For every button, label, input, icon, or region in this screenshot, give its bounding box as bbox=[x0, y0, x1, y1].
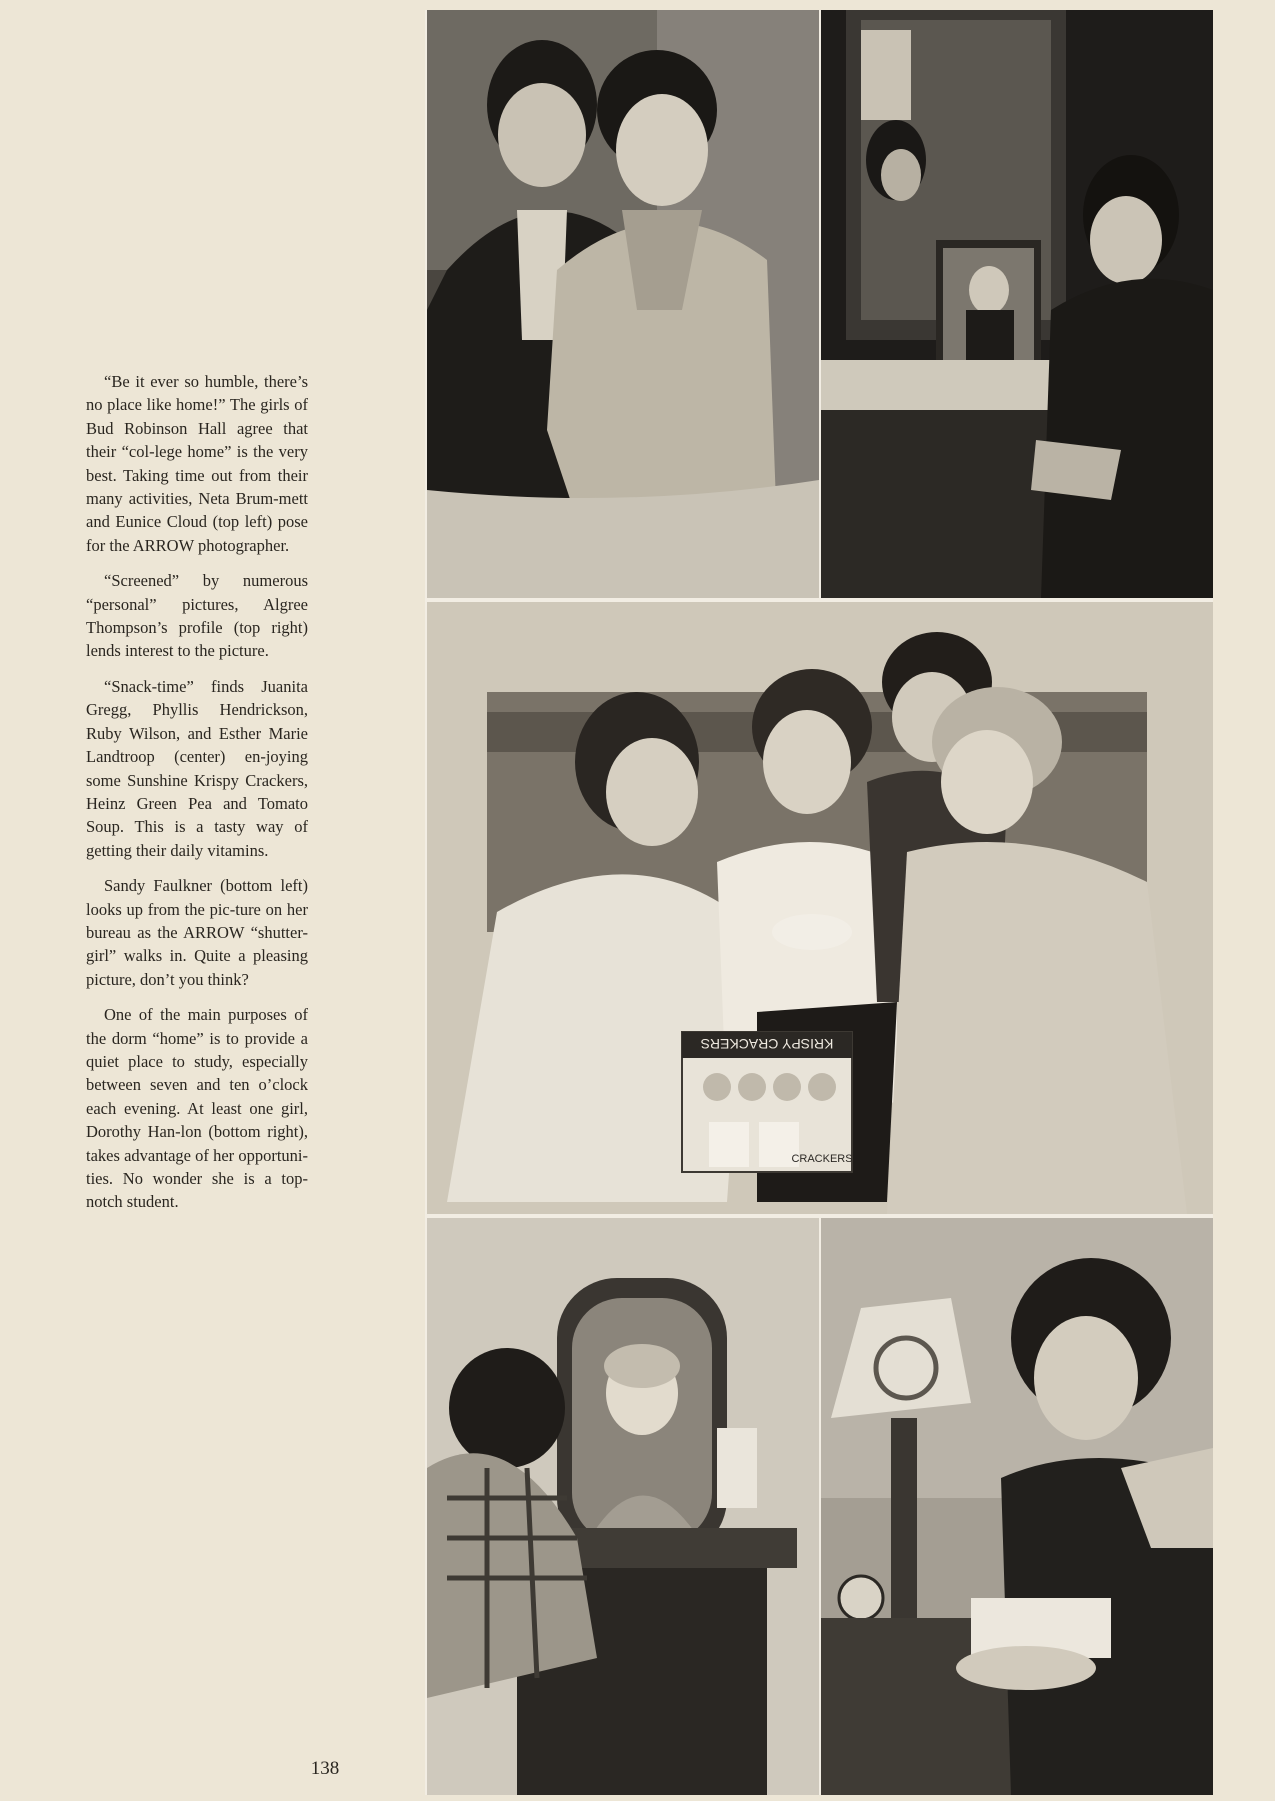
photo-center bbox=[427, 602, 1213, 1214]
photo-bottom-right bbox=[821, 1218, 1213, 1795]
photo-top-right bbox=[821, 10, 1213, 598]
photo-bottom-left bbox=[427, 1218, 819, 1795]
paragraph-5: One of the main purposes of the dorm “home” is to provide a quiet place to study, especially between seven and ten o’clock each evening. At least one girl, Dorothy Han-lon (bottom right), takes advantage of her opportuni-ties. No wonder she is a top-notch student. bbox=[86, 1005, 308, 1212]
paragraph-2: “Screened” by numerous “personal” pictures, Algree Thompson’s profile (top right) lends interest to the picture. bbox=[86, 571, 308, 661]
body-text-column bbox=[86, 370, 308, 1226]
paragraph-1: “Be it ever so humble, there’s no place like home!” The girls of Bud Robinson Hall agree that their “col-lege home” is the very best. Taking time out from their many activities, Neta Brum-mett and Eunice Cloud (top left) pose for the ARROW photographer. bbox=[86, 372, 308, 555]
paragraph-4: Sandy Faulkner (bottom left) looks up from the pic-ture on her bureau as the ARROW “shutter-girl” walks in. Quite a pleasing picture, don’t you think? bbox=[86, 876, 308, 989]
paragraph-3: “Snack-time” finds Juanita Gregg, Phyllis Hendrickson, Ruby Wilson, and Esther Marie Landtroop (center) en-joying some Sunshine Krispy Crackers, Heinz Green Pea and Tomato Soup. This is a tasty way of getting their daily vitamins. bbox=[86, 676, 308, 860]
cracker-box-bottom: CRACKERS bbox=[791, 1153, 853, 1165]
photo-collage bbox=[425, 10, 1213, 1795]
cracker-box-label: KRISPY CRACKERS bbox=[700, 1036, 834, 1052]
photo-top-left bbox=[427, 10, 819, 598]
page-number: 138 bbox=[310, 1758, 340, 1779]
